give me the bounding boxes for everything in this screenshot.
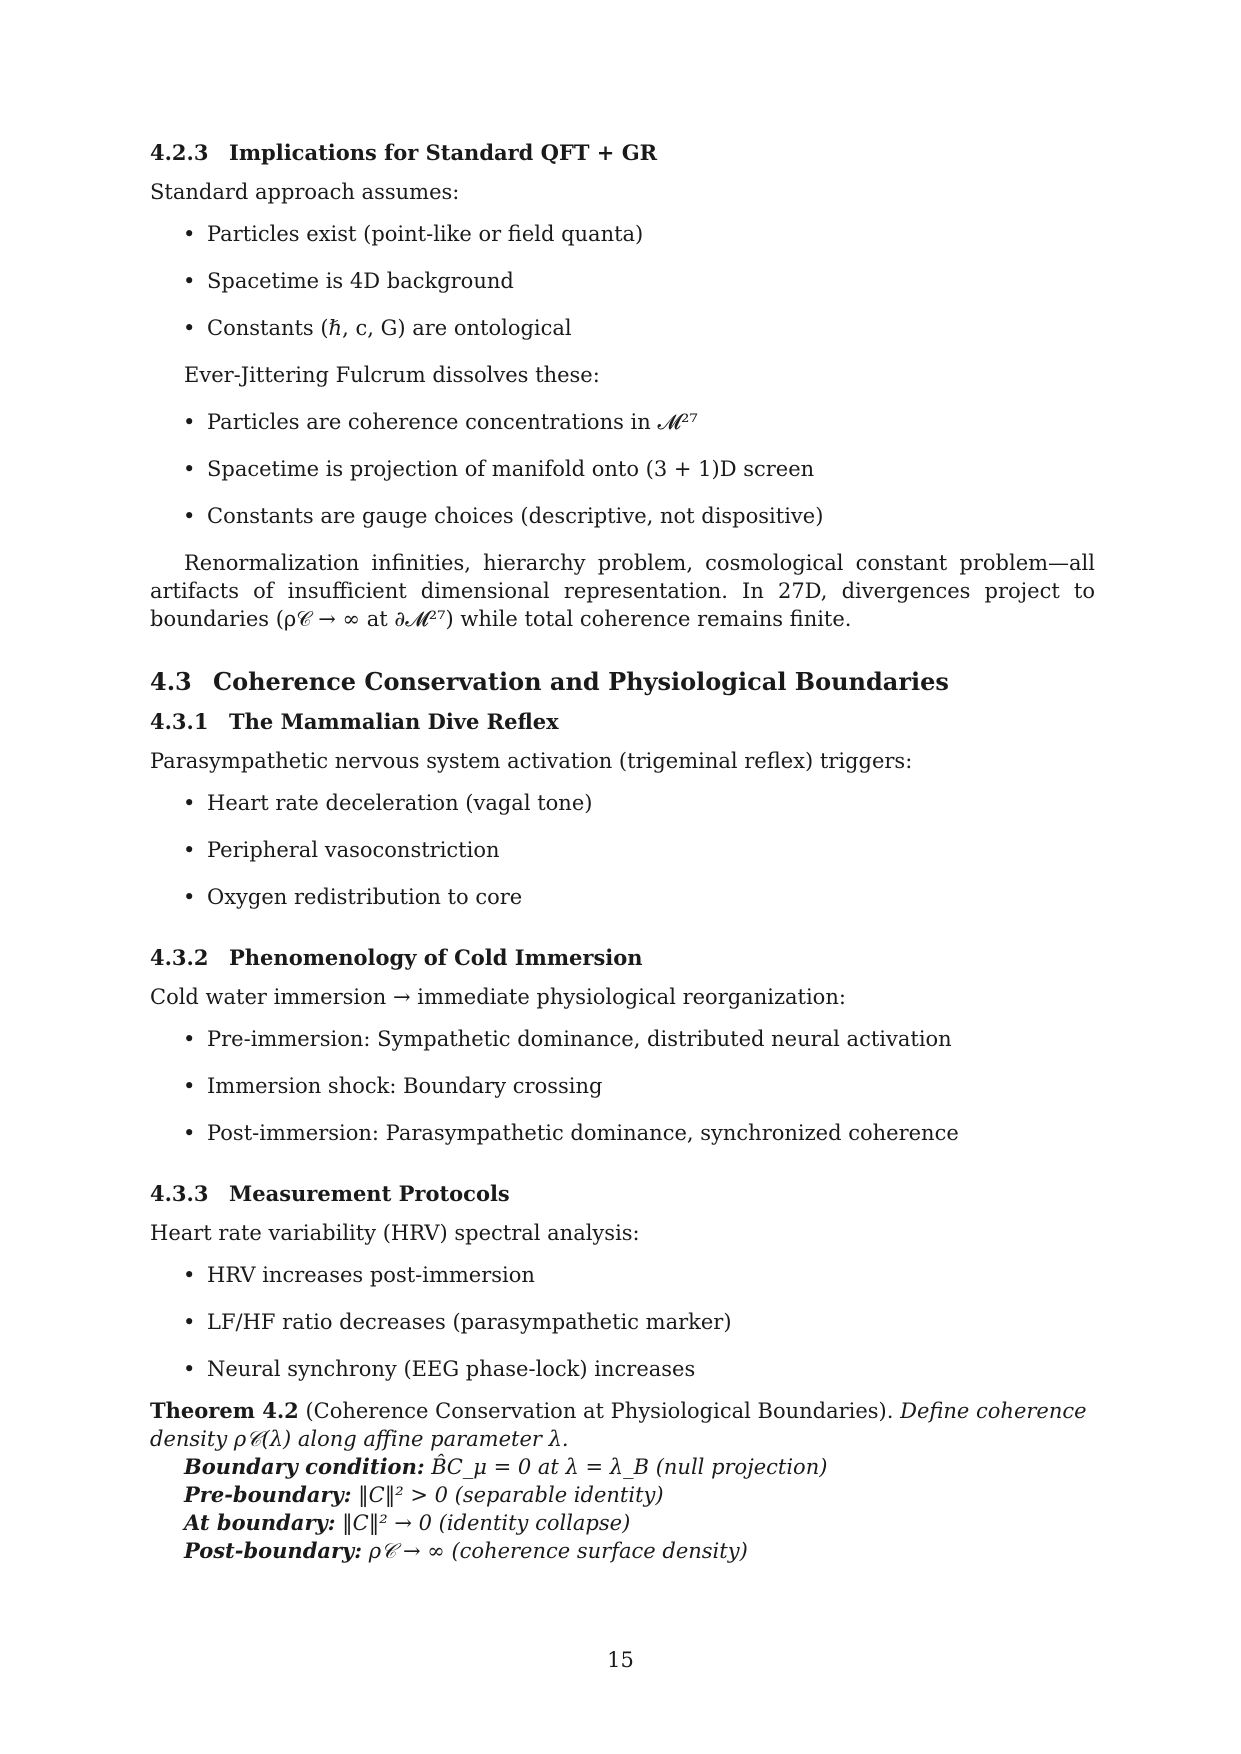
paragraph: Parasympathetic nervous system activation (trigeminal reflex) triggers:: [150, 749, 913, 773]
bullet-icon: •: [183, 1027, 196, 1051]
list-item: • Particles are coherence concentrations in 𝓜²⁷: [183, 410, 698, 434]
bullet-list: [150, 220, 1095, 342]
theorem-statement: Define coherence density ρ𝒞(λ) along affine parameter λ.: [150, 1399, 1087, 1451]
theorem-name: (Coherence Conservation at Physiological Boundaries).: [305, 1399, 894, 1423]
list-item: • Particles exist (point-like or field quanta): [183, 222, 644, 246]
bullet-icon: •: [183, 1263, 196, 1287]
bullet-list: [150, 1261, 1095, 1383]
section-heading-4-3-1: [150, 709, 1095, 734]
list-item: • Heart rate deceleration (vagal tone): [183, 791, 593, 815]
list-item: • Immersion shock: Boundary crossing: [183, 1074, 603, 1098]
section-number: 4.3.1: [150, 709, 209, 734]
bullet-list: [150, 789, 1095, 911]
list-item: • Constants (ℏ, c, G) are ontological: [183, 316, 572, 340]
theorem-line: Boundary condition: B̂C_μ = 0 at λ = λ_B (null projection): [184, 1454, 828, 1479]
list-item: • Spacetime is projection of manifold onto (3 + 1)D screen: [183, 457, 815, 481]
list-item: • Oxygen redistribution to core: [183, 885, 523, 909]
bullet-icon: •: [183, 791, 196, 815]
list-item: • Post-immersion: Parasympathetic dominance, synchronized coherence: [183, 1121, 959, 1145]
list-item: • Spacetime is 4D background: [183, 269, 514, 293]
page-number: 15: [607, 1648, 634, 1672]
bullet-icon: •: [183, 410, 196, 434]
section-title: Coherence Conservation and Physiological Boundaries: [213, 667, 949, 696]
paragraph: Standard approach assumes:: [150, 180, 460, 204]
paragraph: Renormalization infinities, hierarchy problem, cosmological constant problem—all artifacts of insufficient dimensional representation. In 27D, divergences project to boundaries (ρ𝒞 → ∞ at ∂𝓜²⁷) while total coherence remains finite.: [150, 551, 1095, 631]
section-number: 4.3: [150, 667, 192, 696]
section-title: Measurement Protocols: [229, 1181, 510, 1206]
list-item: • LF/HF ratio decreases (parasympathetic marker): [183, 1310, 732, 1334]
section-number: 4.3.2: [150, 945, 209, 970]
bullet-icon: •: [183, 1357, 196, 1381]
bullet-icon: •: [183, 885, 196, 909]
bullet-icon: •: [183, 1310, 196, 1334]
section-heading-4-2-3: [150, 140, 1095, 165]
bullet-list: [150, 1025, 1095, 1147]
theorem-line: At boundary: ‖C‖² → 0 (identity collapse): [184, 1510, 631, 1535]
paragraph: Ever-Jittering Fulcrum dissolves these:: [184, 363, 600, 387]
list-item: • Peripheral vasoconstriction: [183, 838, 500, 862]
paragraph: Cold water immersion → immediate physiological reorganization:: [150, 985, 846, 1009]
section-number: 4.2.3: [150, 140, 209, 165]
paragraph: Heart rate variability (HRV) spectral analysis:: [150, 1221, 640, 1245]
section-title: Phenomenology of Cold Immersion: [229, 945, 643, 970]
theorem-block: [150, 1397, 1095, 1565]
list-item: • Neural synchrony (EEG phase-lock) increases: [183, 1357, 696, 1381]
bullet-icon: •: [183, 838, 196, 862]
bullet-icon: •: [183, 504, 196, 528]
bullet-icon: •: [183, 269, 196, 293]
list-item: • Constants are gauge choices (descriptive, not dispositive): [183, 504, 824, 528]
bullet-list: [150, 408, 1095, 530]
section-title: The Mammalian Dive Reflex: [229, 709, 559, 734]
bullet-icon: •: [183, 1121, 196, 1145]
section-heading-4-3: [150, 667, 1095, 696]
page-content: [150, 140, 1095, 1565]
section-number: 4.3.3: [150, 1181, 209, 1206]
theorem-label: Theorem 4.2: [150, 1398, 299, 1423]
bullet-icon: •: [183, 1074, 196, 1098]
bullet-icon: •: [183, 222, 196, 246]
list-item: • Pre-immersion: Sympathetic dominance, distributed neural activation: [183, 1027, 952, 1051]
theorem-line: Post-boundary: ρ𝒞 → ∞ (coherence surface density): [184, 1538, 748, 1563]
section-heading-4-3-2: [150, 945, 1095, 970]
section-heading-4-3-3: [150, 1181, 1095, 1206]
bullet-icon: •: [183, 457, 196, 481]
list-item: • HRV increases post-immersion: [183, 1263, 535, 1287]
section-title: Implications for Standard QFT + GR: [229, 140, 658, 165]
bullet-icon: •: [183, 316, 196, 340]
theorem-head: [150, 1397, 1095, 1453]
theorem-line: Pre-boundary: ‖C‖² > 0 (separable identity): [184, 1482, 664, 1507]
